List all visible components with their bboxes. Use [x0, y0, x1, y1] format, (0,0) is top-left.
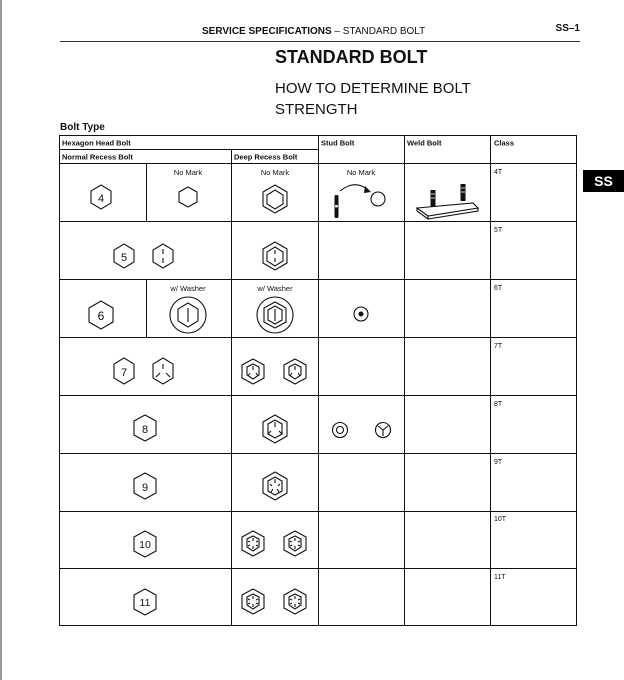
hex-head-numbered-icon	[114, 358, 134, 384]
hex-head-two-line-icon	[153, 244, 173, 268]
deep-recess-two-line-icon	[263, 242, 287, 270]
no-mark-label: No Mark	[346, 168, 376, 177]
col-hexagon-head: Hexagon Head Bolt	[62, 138, 131, 148]
col-class: Class	[494, 138, 515, 148]
stud-bolt-y-mark-icon	[376, 423, 391, 438]
washer-label: w/ Washer	[257, 284, 293, 293]
hex-head-numbered-icon	[134, 531, 156, 557]
deep-recess-five-line-icon	[263, 472, 287, 500]
hex-head-numbered-icon	[114, 244, 134, 268]
svg-text:7: 7	[120, 367, 128, 379]
svg-text:4: 4	[97, 193, 105, 205]
header-dash: –	[334, 26, 340, 37]
stud-bolt-dot-icon	[354, 307, 368, 321]
no-mark-label: No Mark	[173, 168, 203, 177]
deep-recess-plain-icon	[263, 185, 287, 213]
svg-text:11: 11	[139, 597, 151, 609]
svg-text:8: 8	[141, 424, 149, 436]
hex-head-washer-icon	[170, 297, 206, 333]
deep-recess-seven-line-icon	[242, 589, 264, 614]
page-subtitle: HOW TO DETERMINE BOLT STRENGTH	[275, 80, 471, 118]
page-title: STANDARD BOLT	[275, 47, 428, 67]
svg-text:6: 6	[97, 309, 105, 323]
col-stud-bolt: Stud Bolt	[321, 138, 355, 148]
class-label: 7T	[494, 343, 503, 350]
col-normal-recess: Normal Recess Bolt	[62, 152, 133, 162]
class-label: 8T	[494, 401, 503, 408]
deep-recess-three-line-icon	[284, 359, 306, 384]
hex-head-three-line-icon	[153, 358, 173, 384]
svg-text:10: 10	[139, 539, 151, 551]
class-label: 9T	[494, 459, 503, 466]
svg-text:5: 5	[120, 252, 128, 264]
class-label: 4T	[494, 169, 503, 176]
hex-head-plain-icon	[179, 187, 197, 207]
deep-recess-seven-line-icon	[284, 589, 306, 614]
hex-head-numbered-icon	[134, 415, 156, 441]
weld-bolt-icon	[417, 184, 478, 219]
header-subsection: STANDARD BOLT	[342, 26, 426, 37]
col-deep-recess: Deep Recess Bolt	[234, 152, 298, 162]
deep-recess-four-line-icon	[263, 415, 287, 443]
hex-head-numbered-icon	[134, 473, 156, 499]
table-grid	[60, 136, 577, 626]
hex-head-numbered-icon	[89, 301, 113, 329]
stud-bolt-ring-icon	[333, 423, 348, 438]
class-label: 10T	[494, 516, 507, 523]
page-number: SS–1	[555, 23, 580, 34]
hex-head-numbered-icon	[134, 589, 156, 615]
stud-bolt-no-mark-icon	[335, 185, 386, 218]
class-label: 11T	[494, 574, 506, 581]
bolt-type-label: Bolt Type	[60, 122, 105, 133]
no-mark-label: No Mark	[260, 168, 290, 177]
deep-recess-washer-icon	[257, 297, 293, 333]
class-label: 6T	[494, 285, 503, 292]
washer-label: w/ Washer	[170, 284, 206, 293]
deep-recess-three-line-icon	[242, 359, 264, 384]
class-label: 5T	[494, 227, 503, 234]
col-weld-bolt: Weld Bolt	[407, 138, 442, 148]
hex-head-numbered-icon	[91, 185, 111, 209]
deep-recess-six-line-icon	[284, 531, 306, 556]
svg-text:9: 9	[141, 482, 149, 494]
header-section: SERVICE SPECIFICATIONS	[202, 26, 332, 37]
section-tab-ss[interactable]: SS	[583, 170, 624, 192]
deep-recess-six-line-icon	[242, 531, 264, 556]
